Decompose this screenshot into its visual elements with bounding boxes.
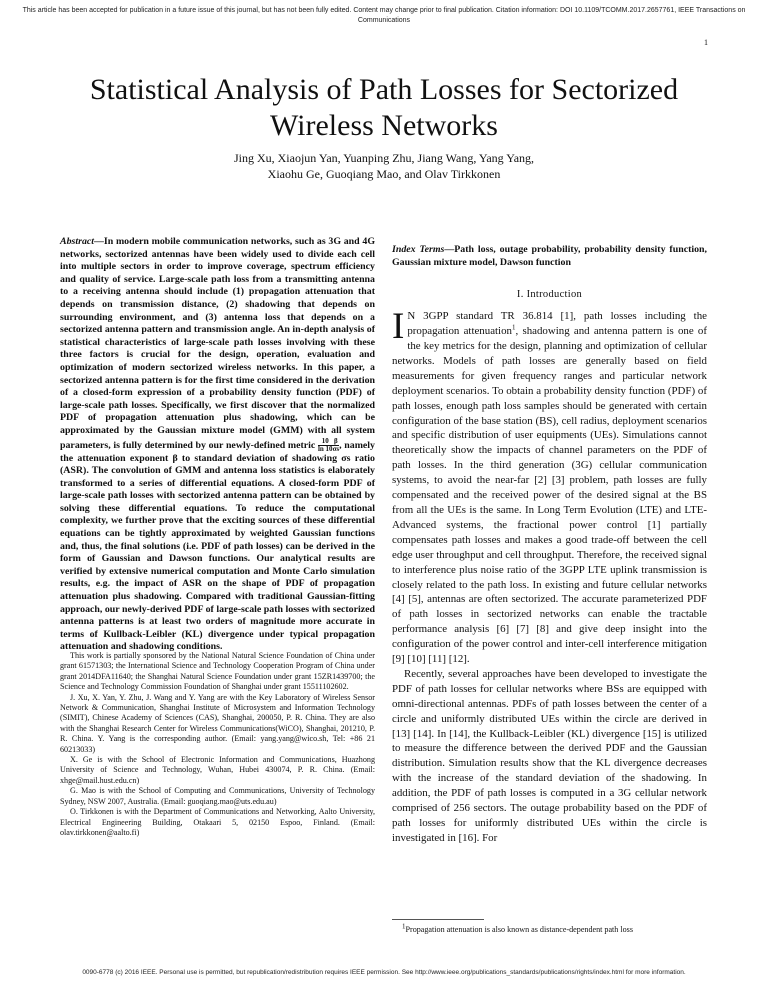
dropcap-letter: I — [392, 306, 405, 348]
abstract — [60, 236, 375, 654]
footnote-propagation: $^1$Propagation attenuation is also known as distance-dependent path loss — [402, 922, 633, 934]
author-line-1: Jing Xu, Xiaojun Yan, Yuanping Zhu, Jiang Wang, Yang Yang, — [233, 151, 535, 165]
author-line-2: Xiaohu Ge, Guoqiang Mao, and Olav Tirkkonen — [267, 167, 501, 181]
footnote-affiliation-uts: G. Mao is with the School of Computing and Communications, University of Technology Sydney, NSW 2007, Australia. (Email: guoqiang.mao@uts.edu.au) — [60, 786, 375, 806]
abstract-text-b: , namely the attenuation exponent β to standard deviation of shadowing σs ratio (ASR). The convolution of GMM and antenna loss statistics is elaborately transformed to a series of differential equations. A closed-form PDF of large-scale path losses with sectorized antenna pattern can be obtained by solving these differential equations. To reduce the computational complexity, we further prove that the exciting sources of these differential equations can be tightly approximated by weighted Gaussian functions and, thus, the final solutions (i.e. PDF of path losses) can be derived in the form of Gaussian and Dawson functions. Our analytical results are verified by extensive numerical computation and Monte Carlo simulation results, e.g. the impact of ASR on the shape of PDF of propagation attenuation plus shadowing. Compared with traditional Gaussian-fitting approach, our newly-derived PDF of large-scale path losses with sectorized antenna patterns is at least two orders of magnitude more accurate in terms of Kullback-Leibler (KL) divergence under typical propagation attenuation and shadowing conditions. — [60, 439, 375, 653]
abstract-text-a: —In modern mobile communication networks, such as 3G and 4G networks, sectorized antennas have been widely used to divide each cell into multiple sectors in order to improve coverage, spectrum efficiency and quality of service. Large-scale path loss from a transmitting antenna to a receiving antenna should include (1) propagation attenuation that depends on transmission distance, (2) shadowing that depends on surrounding environment, and (3) antenna loss that depends on a sectorized antenna pattern and transmission angle. An in-depth analysis of statistical characteristics of large-scale path losses involving with these three factors is crucial for the design, operation, evaluation and optimization of modern sectorized wireless networks. In this paper, a sectorized antenna pattern is for the first time considered in the derivation of a closed-form expression of a probability density function (PDF) of large-scale path losses. Specifically, we first discover that the normalized PDF of propagation attenuation plus shadowing, which can be approximated by the Gaussian mixture model (GMM) with all system parameters, is fully determined by our newly-defined metric — [60, 236, 375, 451]
section-heading-introduction: I. Introduction — [516, 289, 583, 301]
right-column — [392, 236, 707, 846]
intro-paragraph-1: I N 3GPP standard TR 36.814 [1], path losses including the propagation attenuation$^1$, shadowing and antenna pattern is one of the key metrics for the design, planning and optimization of cellular networks. Models of path losses are generally based on field measurements for given frequency ranges and particular network deployment scenarios. To obtain a probability density function (PDF) of path losses, enough path loss samples should be generated with certain configuration of the base station (BS), cell radius, deployment scenarios and specific distribution of user equipments (UEs). Simulations cannot theoretically show the impacts of channel parameters on the PDF of path losses. In the third generation (3G) cellular communication systems, to avoid the near-far [2] [3] problem, path losses are fully compensated and the received power of the desired signal at the BS from all the UEs is the same. In Long Term Evolution (LTE) and LTE-Advanced systems, the fractional power control [1] partially compensates path losses and makes a good trade-off between the cell edge user throughput and cell throughput. Therefore, the received signal to interference plus noise ratio of the 3GPP LTE uplink transmission is closely related to the path loss. In existing and future cellular networks [4] [5], antennas are often sectorized. The accurate parameterized PDF of path losses in sectorized networks can enable the tractable performance analysis [6] [7] [8] and give deep insight into the configuration of the power control and inter-cell interference mitigation [9] [10] [11] [12]. — [392, 306, 707, 666]
footnote-marker[interactable]: 1 — [511, 323, 516, 332]
intro-paragraph-2: Recently, several approaches have been developed to investigate the PDF of path losses for cellular networks where BSs are equipped with omni-directional antennas. PDFs of path losses between the center of a circle and uniformly distributed UEs within the circle are derived in [13] [14]. In [14], the Kullback-Leibler (KL) divergence [15] is utilized to measure the difference between the derived PDF and the Gaussian distribution. Simulation results show that the KL divergence decreases with the increase of the standard deviation of the shadowing. In addition, the PDF of path losses is computed in a 3G cellular network comprised of 256 sectors. The outage probability based on the PDF of path losses for uniformly distributed UEs within the circle is investigated in [16]. For — [392, 667, 707, 844]
footnote-affiliation-aalto: O. Tirkkonen is with the Department of Communications and Networking, Aalto University, Electrical Engineering Building, Otakaari 5, 02150 Espoo, Finland. (Email: olav.tirkkonen@aalto.fi) — [60, 807, 375, 837]
paper-title: Statistical Analysis of Path Losses for Sectorized Wireless Networks — [89, 73, 679, 142]
index-terms-text: —Path loss, outage probability, probability density function, Gaussian mixture model, Dawson function — [392, 244, 708, 268]
footnote-affiliation-simit: J. Xu, X. Yan, Y. Zhu, J. Wang and Y. Yang are with the Key Laboratory of Wireless Sensor Network & Communication, Shanghai Institute of Microsystem and Information Technology (SIMIT), Chinese Academy of Sciences (CAS), Shanghai, 200050, P. R. China. They are also with the Shanghai Research Center for Wireless Communications(WiCO), Shanghai, 201210, P. R. China. Y. Yang is the corresponding author. (Email: yang.yang@wico.sh, Tel: +86 21 60213033) — [60, 692, 375, 754]
page-number: 1 — [704, 38, 708, 47]
footnote-rule — [392, 919, 484, 920]
author-list — [100, 150, 668, 182]
index-terms — [392, 244, 707, 269]
abstract-label: Abstract — [60, 236, 95, 247]
publication-notice: This article has been accepted for publication in a future issue of this journal, but has not been fully edited. Content may change prior to final publication. Citation information: DOI 10.1109/TCOMM.2017.2657761, IEEE Transactions on Communications — [22, 7, 746, 24]
footnote-affiliation-hust: X. Ge is with the School of Electronic Information and Communications, Huazhong University of Science and Technology, Wuhan, Hubei 430074, P. R. China. (Email: xhge@mail.hust.edu.cn) — [60, 755, 375, 785]
funding-footnotes — [60, 651, 375, 838]
fraction-beta-sigma: $\frac{\beta}{\sigma s}$ — [332, 436, 340, 453]
right-footnote — [392, 919, 707, 935]
index-terms-label: Index Terms — [392, 244, 445, 255]
left-column — [60, 236, 375, 654]
copyright-notice: 0090-6778 (c) 2016 IEEE. Personal use is permitted, but republication/redistribution requires IEEE permission. See http://www.ieee.org/publications_standards/publications/rights/index.html for more information. — [82, 969, 686, 976]
fraction-10-ln10: $\frac{10}{\ln 10}$ — [317, 436, 333, 453]
footnote-funding: This work is partially sponsored by the National Natural Science Foundation of China under grant 61571303; the International Science and Technology Cooperation Program of China under grant 2014DFA11640; the Shanghai Natural Science Foundation under grant 15ZR1439700; the Science and Technology Commission Foundation of Shanghai under grant 15511102602. — [60, 651, 375, 692]
